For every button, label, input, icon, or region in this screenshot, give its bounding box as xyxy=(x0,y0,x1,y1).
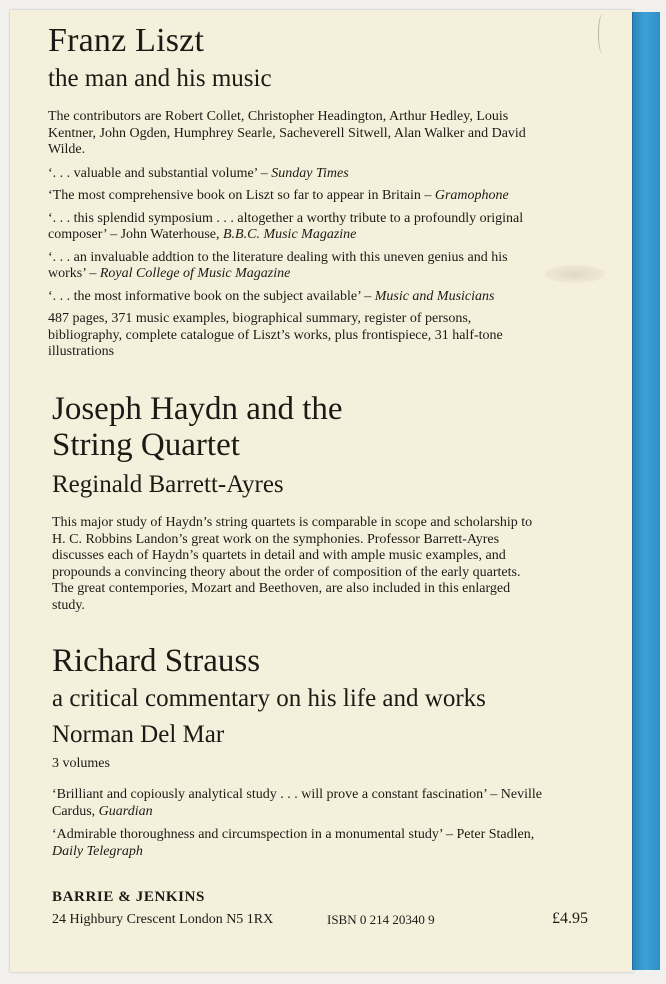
liszt-quote: ‘. . . this splendid symposium . . . altogether a worthy tribute to a profoundly original composer’ – John Waterhouse, B.B.C. Music Magazine xyxy=(48,210,524,242)
liszt-quote: ‘The most comprehensive book on Liszt so far to appear in Britain – Gramophone xyxy=(48,188,509,203)
liszt-quote: ‘. . . an invaluable addtion to the literature dealing with this uneven genius and his works’ – Royal College of Music Magazine xyxy=(48,249,508,281)
liszt-blurb xyxy=(48,109,548,368)
strauss-title: Richard Strauss xyxy=(52,643,261,679)
haydn-description: This major study of Haydn’s string quartets is comparable in scope and scholarship to H. C. Robbins Landon’s great work on the symphonies. Professor Barrett-Ayres discusses each of Haydn’s quartets in detail and with ample music examples, and propounds a convincing theory about the order of composition of the early quartets. The great contempories, Mozart and Beethoven, are also included in this enlarged study. xyxy=(52,515,533,613)
publisher-address: 24 Highbury Crescent London N5 1RX xyxy=(52,912,274,927)
haydn-title-line2: String Quartet xyxy=(52,427,240,463)
publisher-name: BARRIE & JENKINS xyxy=(52,889,205,905)
strauss-author: Norman Del Mar xyxy=(52,721,225,748)
paper-crease xyxy=(598,14,607,54)
strauss-subtitle: a critical commentary on his life and works xyxy=(52,685,486,712)
price: £4.95 xyxy=(552,910,588,927)
strauss-quote: ‘Admirable thoroughness and circumspection in a monumental study’ – Peter Stadlen, Daily Telegraph xyxy=(52,827,535,859)
liszt-quote: ‘. . . valuable and substantial volume’ – Sunday Times xyxy=(48,165,349,181)
haydn-title-line1: Joseph Haydn and the xyxy=(52,391,343,427)
liszt-details: 487 pages, 371 music examples, biographical summary, register of persons, bibliography, complete catalogue of Liszt’s works, plus frontispiece, 31 half-tone illustrations xyxy=(48,311,503,359)
paper-stain xyxy=(545,265,605,283)
strauss-reviews xyxy=(52,787,542,867)
liszt-quote: ‘. . . the most informative book on the subject available’ – Music and Musicians xyxy=(48,288,495,304)
strauss-quote: ‘Brilliant and copiously analytical study . . . will prove a constant fascination’ – Neville Cardus, Guardian xyxy=(52,787,543,819)
book-spine xyxy=(632,12,660,970)
haydn-author: Reginald Barrett-Ayres xyxy=(52,471,284,498)
liszt-subtitle: the man and his music xyxy=(48,65,272,92)
liszt-title: Franz Liszt xyxy=(48,22,205,59)
isbn: ISBN 0 214 20340 9 xyxy=(327,912,435,927)
strauss-volumes: 3 volumes xyxy=(52,756,110,771)
liszt-contributors: The contributors are Robert Collet, Christopher Headington, Arthur Hedley, Louis Kentner, John Ogden, Humphrey Searle, Sacheverell Sitwell, Alan Walker and David Wilde. xyxy=(48,109,526,157)
